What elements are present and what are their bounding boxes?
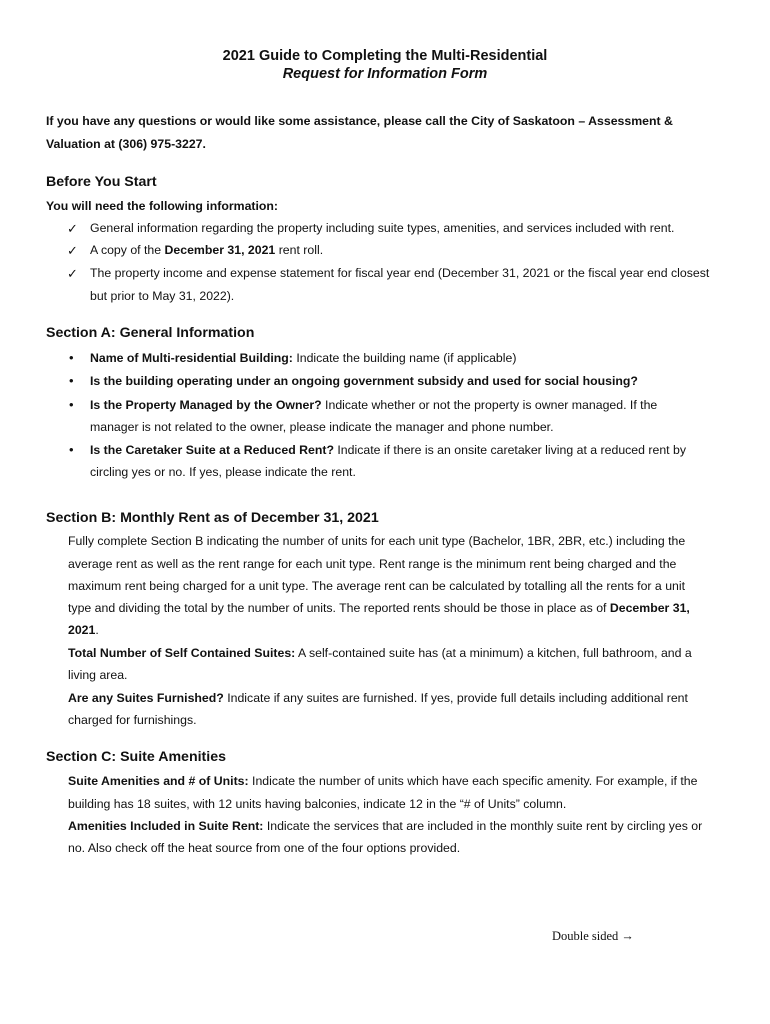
section-b-line: maximum rent being charged for a unit type. The average rent can be calculated by totalling all the rents for a unit xyxy=(68,579,686,593)
text-span: A copy of the xyxy=(90,243,165,257)
section-a-item-cont: circling yes or no. If yes, please indicate the rent. xyxy=(90,465,356,479)
checkmark-icon: ✓ xyxy=(67,266,78,281)
section-b-line: average rent as well as the rent range for each unit type. Rent range is the minimum rent being charged and the xyxy=(68,557,677,571)
section-c-line: building has 18 suites, with 12 units having balconies, indicate 12 in the “# of Units” column. xyxy=(68,797,567,811)
text-span: . xyxy=(95,623,99,637)
bullet-icon: • xyxy=(69,373,74,388)
text-span: Indicate the services that are included in the monthly suite rent by circling yes or xyxy=(263,819,703,833)
section-c-line xyxy=(68,774,697,788)
section-c-heading: Section C: Suite Amenities xyxy=(46,749,227,765)
bold-span: Are any Suites Furnished? xyxy=(68,691,224,705)
section-a-item-cont: manager is not related to the owner, please indicate the manager and phone number. xyxy=(90,420,554,434)
text-span: Indicate if there is an onsite caretaker living at a reduced rent by xyxy=(333,443,686,457)
bullet-icon: • xyxy=(69,350,74,365)
section-c-line: no. Also check off the heat source from one of the four options provided. xyxy=(68,841,461,855)
bold-span: Is the Property Managed by the Owner? xyxy=(90,398,322,412)
bold-span: 2021 xyxy=(68,623,96,637)
section-b-line xyxy=(68,623,99,637)
section-a-item xyxy=(90,351,516,365)
bold-span: Amenities Included in Suite Rent: xyxy=(68,819,264,833)
section-c-line xyxy=(68,819,702,833)
checklist-item-cont: but prior to May 31, 2022). xyxy=(90,289,235,303)
intro-line: If you have any questions or would like some assistance, please call the City of Saskatoon – Assessment & xyxy=(46,114,673,128)
bold-span: Is the Caretaker Suite at a Reduced Rent? xyxy=(90,443,334,457)
bold-span: Suite Amenities and # of Units: xyxy=(68,774,249,788)
text-span: Indicate the building name (if applicable) xyxy=(292,351,517,365)
bold-span: Total Number of Self Contained Suites: xyxy=(68,646,296,660)
section-b-line xyxy=(68,601,690,615)
section-b-line: charged for furnishings. xyxy=(68,713,197,727)
section-b-line xyxy=(68,646,692,660)
intro-paragraph xyxy=(46,110,726,156)
section-a-item xyxy=(90,398,657,412)
section-b-line: living area. xyxy=(68,668,128,682)
text-span: A self-contained suite has (at a minimum) a kitchen, full bathroom, and a xyxy=(295,646,692,660)
section-b-heading: Section B: Monthly Rent as of December 31, 2021 xyxy=(46,510,379,526)
checklist-item: General information regarding the property including suite types, amenities, and services included with rent. xyxy=(90,221,675,235)
doc-subtitle: Request for Information Form xyxy=(282,66,488,82)
section-a-heading: Section A: General Information xyxy=(46,325,255,341)
before-heading: Before You Start xyxy=(46,174,157,190)
text-span: rent roll. xyxy=(275,243,324,257)
checklist-item: The property income and expense statement for fiscal year end (December 31, 2021 or the fiscal year end closest xyxy=(90,266,710,280)
section-a-item xyxy=(90,443,686,457)
doc-title: 2021 Guide to Completing the Multi-Residential xyxy=(222,48,548,64)
text-span: type and dividing the total by the number of units. The reported rents should be those in place as of xyxy=(68,601,610,615)
checkmark-icon: ✓ xyxy=(67,221,78,236)
double-sided-note: Double sided → xyxy=(552,929,634,943)
bold-span: Name of Multi-residential Building: xyxy=(90,351,293,365)
checkmark-icon: ✓ xyxy=(67,243,78,258)
text-span: Indicate whether or not the property is owner managed. If the xyxy=(321,398,658,412)
text-span: Indicate the number of units which have each specific amenity. For example, if the xyxy=(248,774,698,788)
section-b-line xyxy=(68,691,688,705)
bullet-icon: • xyxy=(69,442,74,457)
intro-line: Valuation at (306) 975-3227. xyxy=(46,137,206,151)
bullet-icon: • xyxy=(69,397,74,412)
section-b-line: Fully complete Section B indicating the number of units for each unit type (Bachelor, 1BR, 2BR, etc.) including the xyxy=(68,534,686,548)
before-subheading: You will need the following information: xyxy=(46,199,279,213)
section-a-item: Is the building operating under an ongoing government subsidy and used for social housing? xyxy=(90,374,638,388)
bold-span: December 31, 2021 xyxy=(164,243,276,257)
text-span: Indicate if any suites are furnished. If yes, provide full details including additional rent xyxy=(223,691,688,705)
checklist-item xyxy=(90,243,323,257)
bold-span: December 31, xyxy=(609,601,690,615)
